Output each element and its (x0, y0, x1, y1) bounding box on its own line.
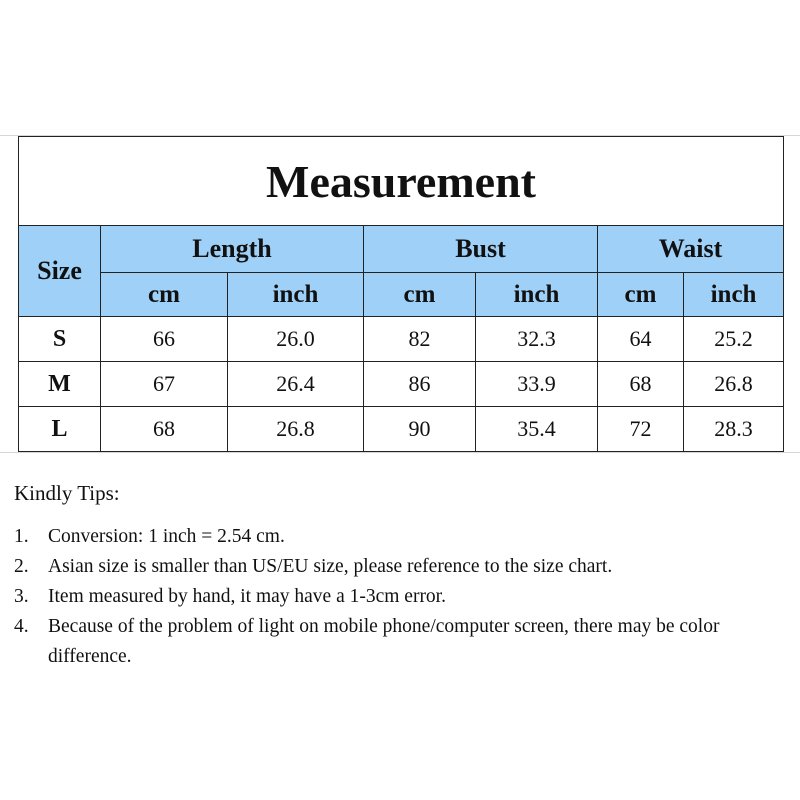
size-label: L (19, 407, 101, 452)
table-cell: 26.0 (228, 317, 364, 362)
table-cell: 26.8 (684, 362, 784, 407)
table-row (19, 317, 784, 362)
table-cell: 72 (598, 407, 684, 452)
unit-header: cm (598, 273, 684, 317)
table-cell: 68 (101, 407, 228, 452)
table-cell: 64 (598, 317, 684, 362)
group-header-bust: Bust (364, 226, 598, 273)
table-cell: 32.3 (476, 317, 598, 362)
table-cell: 66 (101, 317, 228, 362)
unit-header: inch (228, 273, 364, 317)
tip-item (14, 612, 789, 672)
table-cell: 33.9 (476, 362, 598, 407)
table-cell: 26.4 (228, 362, 364, 407)
table-cell: 67 (101, 362, 228, 407)
group-header-waist: Waist (598, 226, 784, 273)
table-cell: 25.2 (684, 317, 784, 362)
tip-number: 2. (14, 556, 29, 577)
tip-text: Conversion: 1 inch = 2.54 cm. (48, 526, 285, 547)
table-cell: 86 (364, 362, 476, 407)
tip-text: Because of the problem of light on mobile phone/computer screen, there may be color difference. (48, 616, 720, 667)
table-cell: 82 (364, 317, 476, 362)
unit-header: cm (101, 273, 228, 317)
bottom-divider (0, 452, 800, 453)
table-row (19, 362, 784, 407)
size-label: M (19, 362, 101, 407)
unit-header: cm (364, 273, 476, 317)
table-cell: 28.3 (684, 407, 784, 452)
table-cell: 26.8 (228, 407, 364, 452)
table-cell: 68 (598, 362, 684, 407)
tip-number: 3. (14, 586, 29, 607)
tip-number: 4. (14, 616, 29, 637)
tip-text: Item measured by hand, it may have a 1-3cm error. (48, 586, 446, 607)
tip-item (14, 582, 789, 612)
size-label: S (19, 317, 101, 362)
table-cell: 90 (364, 407, 476, 452)
tip-item (14, 552, 789, 582)
tip-item (14, 522, 789, 552)
table-cell: 35.4 (476, 407, 598, 452)
tips-section (14, 478, 789, 672)
tip-number: 1. (14, 526, 29, 547)
tip-text: Asian size is smaller than US/EU size, please reference to the size chart. (48, 556, 613, 577)
table-row (19, 407, 784, 452)
tips-title: Kindly Tips: (14, 481, 120, 505)
group-header-length: Length (101, 226, 364, 273)
unit-header: inch (684, 273, 784, 317)
size-header: Size (19, 226, 101, 317)
unit-header: inch (476, 273, 598, 317)
size-chart-table (18, 136, 784, 452)
table-title: Measurement (19, 137, 784, 226)
